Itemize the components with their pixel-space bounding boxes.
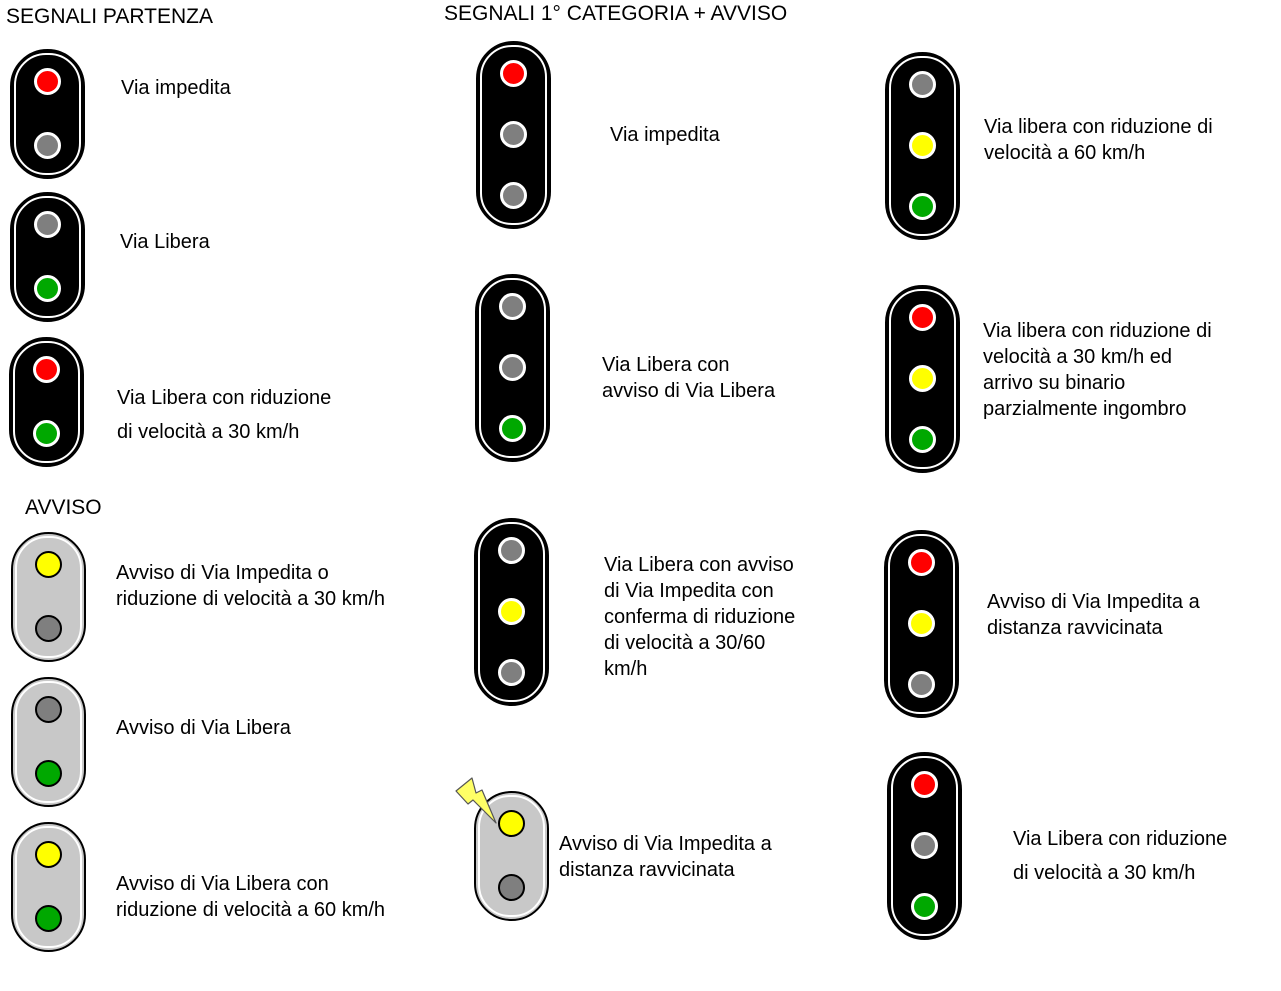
signal-via-libera (10, 192, 85, 322)
caption-line: Via impedita (121, 77, 231, 99)
red-lamp (500, 60, 527, 87)
caption-line: Avviso di Via Impedita a (559, 833, 772, 855)
red-lamp (909, 304, 936, 331)
caption-line: km/h (604, 658, 648, 680)
caption-line: Avviso di Via Libera con (116, 873, 329, 895)
yellow-lamp (498, 810, 525, 837)
caption-line: Via Libera (120, 231, 210, 253)
caption-avviso-via-impedita (116, 560, 385, 612)
green-lamp (909, 193, 936, 220)
caption-line: di velocità a 30 km/h (1013, 862, 1196, 884)
red-lamp (911, 771, 938, 798)
caption-line: di Via Impedita con (604, 580, 774, 602)
signal-avviso-via-libera (11, 677, 86, 807)
grey-lamp (498, 659, 525, 686)
flashing-lightning-icon (455, 776, 497, 824)
grey-lamp (498, 537, 525, 564)
grey-lamp (498, 874, 525, 901)
grey-lamp (34, 211, 61, 238)
caption-avviso-via-libera-riduzione-60 (116, 871, 385, 923)
caption-via-impedita (121, 75, 231, 101)
caption-line: Via libera con riduzione di (984, 116, 1213, 138)
signal-1cat-via-libera-riduzione-30 (887, 752, 962, 940)
caption-avviso-via-libera (116, 715, 291, 741)
signal-via-libera-riduzione-60 (885, 52, 960, 240)
signal-1cat-via-impedita (476, 41, 551, 229)
caption-line: distanza ravvicinata (987, 617, 1163, 639)
yellow-lamp (35, 841, 62, 868)
caption-line: di velocità a 30 km/h (117, 421, 300, 443)
green-lamp (35, 760, 62, 787)
caption-1cat-via-libera-riduzione-30 (1013, 822, 1227, 890)
grey-lamp (34, 132, 61, 159)
caption-1cat-via-impedita (610, 122, 720, 148)
signal-avviso-via-libera-riduzione-60 (11, 822, 86, 952)
yellow-lamp (909, 132, 936, 159)
grey-lamp (500, 121, 527, 148)
caption-line: Via libera con riduzione di (983, 320, 1212, 342)
caption-via-libera-riduzione-30-binario-ingombro (983, 318, 1212, 422)
caption-line: arrivo su binario (983, 372, 1126, 394)
caption-avviso-via-impedita-distanza-ravvicinata (987, 589, 1200, 641)
grey-lamp (500, 182, 527, 209)
caption-line: velocità a 30 km/h ed (983, 346, 1172, 368)
caption-line: Via Libera con avviso (604, 554, 794, 576)
signal-avviso-via-impedita-distanza-ravvicinata (884, 530, 959, 718)
caption-via-libera (120, 229, 210, 255)
caption-via-libera-avviso-via-libera (602, 352, 775, 404)
green-lamp (911, 893, 938, 920)
red-lamp (33, 356, 60, 383)
signal-via-libera-riduzione-30-binario-ingombro (885, 285, 960, 473)
grey-lamp (35, 696, 62, 723)
red-lamp (34, 68, 61, 95)
signal-via-libera-avviso-via-impedita (474, 518, 549, 706)
grey-lamp (909, 71, 936, 98)
caption-via-libera-riduzione-60 (984, 114, 1213, 166)
caption-avviso-distanza-ravvicinata-lampeggiante (559, 831, 772, 883)
caption-line: riduzione di velocità a 60 km/h (116, 899, 386, 921)
green-lamp (499, 415, 526, 442)
caption-line: Via Libera con riduzione (1013, 828, 1228, 850)
caption-line: riduzione di velocità a 30 km/h (116, 588, 386, 610)
heading-segnali-partenza: SEGNALI PARTENZA (6, 5, 213, 28)
green-lamp (909, 426, 936, 453)
caption-line: Via impedita (610, 124, 720, 146)
signal-avviso-via-impedita (11, 532, 86, 662)
caption-line: parzialmente ingombro (983, 398, 1187, 420)
yellow-lamp (908, 610, 935, 637)
heading-segnali-categoria: SEGNALI 1° CATEGORIA + AVVISO (444, 2, 788, 25)
caption-line: distanza ravvicinata (559, 859, 735, 881)
caption-line: Via Libera con riduzione (117, 387, 332, 409)
signal-via-libera-riduzione-30 (9, 337, 84, 467)
signal-via-libera-avviso-via-libera (475, 274, 550, 462)
caption-line: conferma di riduzione (604, 606, 796, 628)
grey-lamp (499, 293, 526, 320)
caption-line: velocità a 60 km/h (984, 142, 1146, 164)
caption-via-libera-avviso-via-impedita (604, 552, 795, 682)
caption-line: Avviso di Via Impedita a (987, 591, 1200, 613)
caption-via-libera-riduzione-30 (117, 381, 331, 449)
red-lamp (908, 549, 935, 576)
green-lamp (35, 905, 62, 932)
caption-line: di velocità a 30/60 (604, 632, 766, 654)
grey-lamp (908, 671, 935, 698)
green-lamp (34, 275, 61, 302)
green-lamp (33, 420, 60, 447)
caption-line: avviso di Via Libera (602, 380, 776, 402)
heading-avviso: AVVISO (25, 496, 102, 519)
signal-via-impedita (10, 49, 85, 179)
caption-line: Avviso di Via Impedita o (116, 562, 329, 584)
caption-line: Avviso di Via Libera (116, 717, 291, 739)
grey-lamp (911, 832, 938, 859)
grey-lamp (35, 615, 62, 642)
yellow-lamp (498, 598, 525, 625)
grey-lamp (499, 354, 526, 381)
yellow-lamp (35, 551, 62, 578)
yellow-lamp (909, 365, 936, 392)
caption-line: Via Libera con (602, 354, 730, 376)
